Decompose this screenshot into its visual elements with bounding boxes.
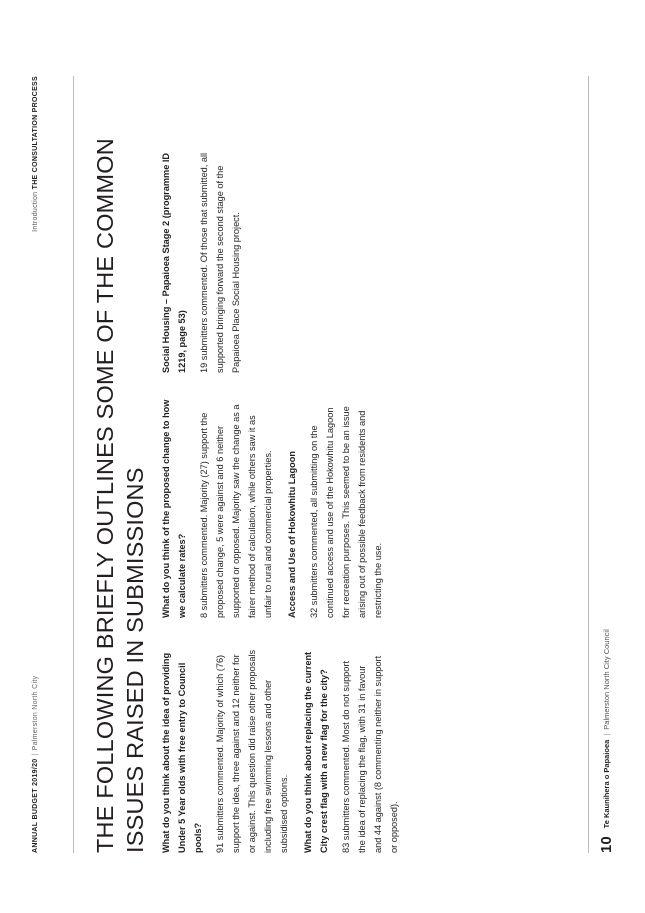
header-org: Palmerston North City xyxy=(32,675,39,751)
section-heading-city-flag: What do you think about replacing the current City crest flag with a new flag for the city? xyxy=(303,651,329,853)
header-section: Introduction xyxy=(32,191,39,232)
section-body-free-pool-entry: 91 submitters commented. Majority of which (76) support the idea, three against and 12 neither for or against. This question did raise other proposals including free swimming lessons and other subsidised options. xyxy=(215,649,289,853)
section-heading-hokowhitu-lagoon: Access and Use of Hokowhitu Lagoon xyxy=(287,451,297,618)
section-body-social-housing: 19 submitters commented. Of those that submitted, all supported bringing forward the second stage of the Papaioea Place Social Housing project. xyxy=(199,152,241,373)
section-body-city-flag: 83 submitters commented. Most do not support the idea of replacing the flag, with 31 in favour and 44 against (8 commenting neither in support or opposed). xyxy=(341,655,399,853)
section-heading-social-housing: Social Housing – Papaioea Stage 2 (programme ID 1219, page 53) xyxy=(161,152,187,373)
footer-maori-name: Te Kaunihera o Papaioea xyxy=(602,739,611,829)
running-header-right xyxy=(32,76,39,232)
header-subsection: THE CONSULTATION PROCESS xyxy=(32,76,39,190)
page-title: THE FOLLOWING BRIEFLY OUTLINES SOME OF THE COMMON ISSUES RAISED IN SUBMISSIONS xyxy=(92,138,148,853)
header-separator: | xyxy=(32,753,39,756)
running-header-left xyxy=(32,676,39,853)
doc-title: ANNUAL BUDGET 2019/20 xyxy=(32,758,39,853)
footer-council: Palmerston North City Council xyxy=(602,629,611,730)
page-footer xyxy=(598,629,615,853)
section-heading-free-pool-entry: What do you think about the idea of providing Under 5 Year olds with free entry to Council pools? xyxy=(161,652,203,853)
section-body-hokowhitu-lagoon: 32 submitters commented, all submitting on the continued access and use of the Hokowhitu Lagoon for recreation purposes. This seemed to be an issue arising out of possible feedback from residents and restricting the use. xyxy=(309,406,383,618)
section-body-rates-calculation: 8 submitters commented. Majority (27) support the proposed change, 5 were against and 6 neither supported or opposed. Majority saw the change as a fairer method of calculation, while others saw it as unfair to rural and commercial properties. xyxy=(199,404,273,618)
header-divider xyxy=(73,76,74,853)
footer-separator: | xyxy=(602,733,611,736)
column-3 xyxy=(158,147,252,373)
footer-divider xyxy=(588,76,589,853)
page-number: 10 xyxy=(598,836,615,853)
section-heading-rates-calculation: What do you think of the proposed change to how we calculate rates? xyxy=(161,399,187,618)
column-1 xyxy=(158,648,410,853)
column-2 xyxy=(158,396,394,618)
